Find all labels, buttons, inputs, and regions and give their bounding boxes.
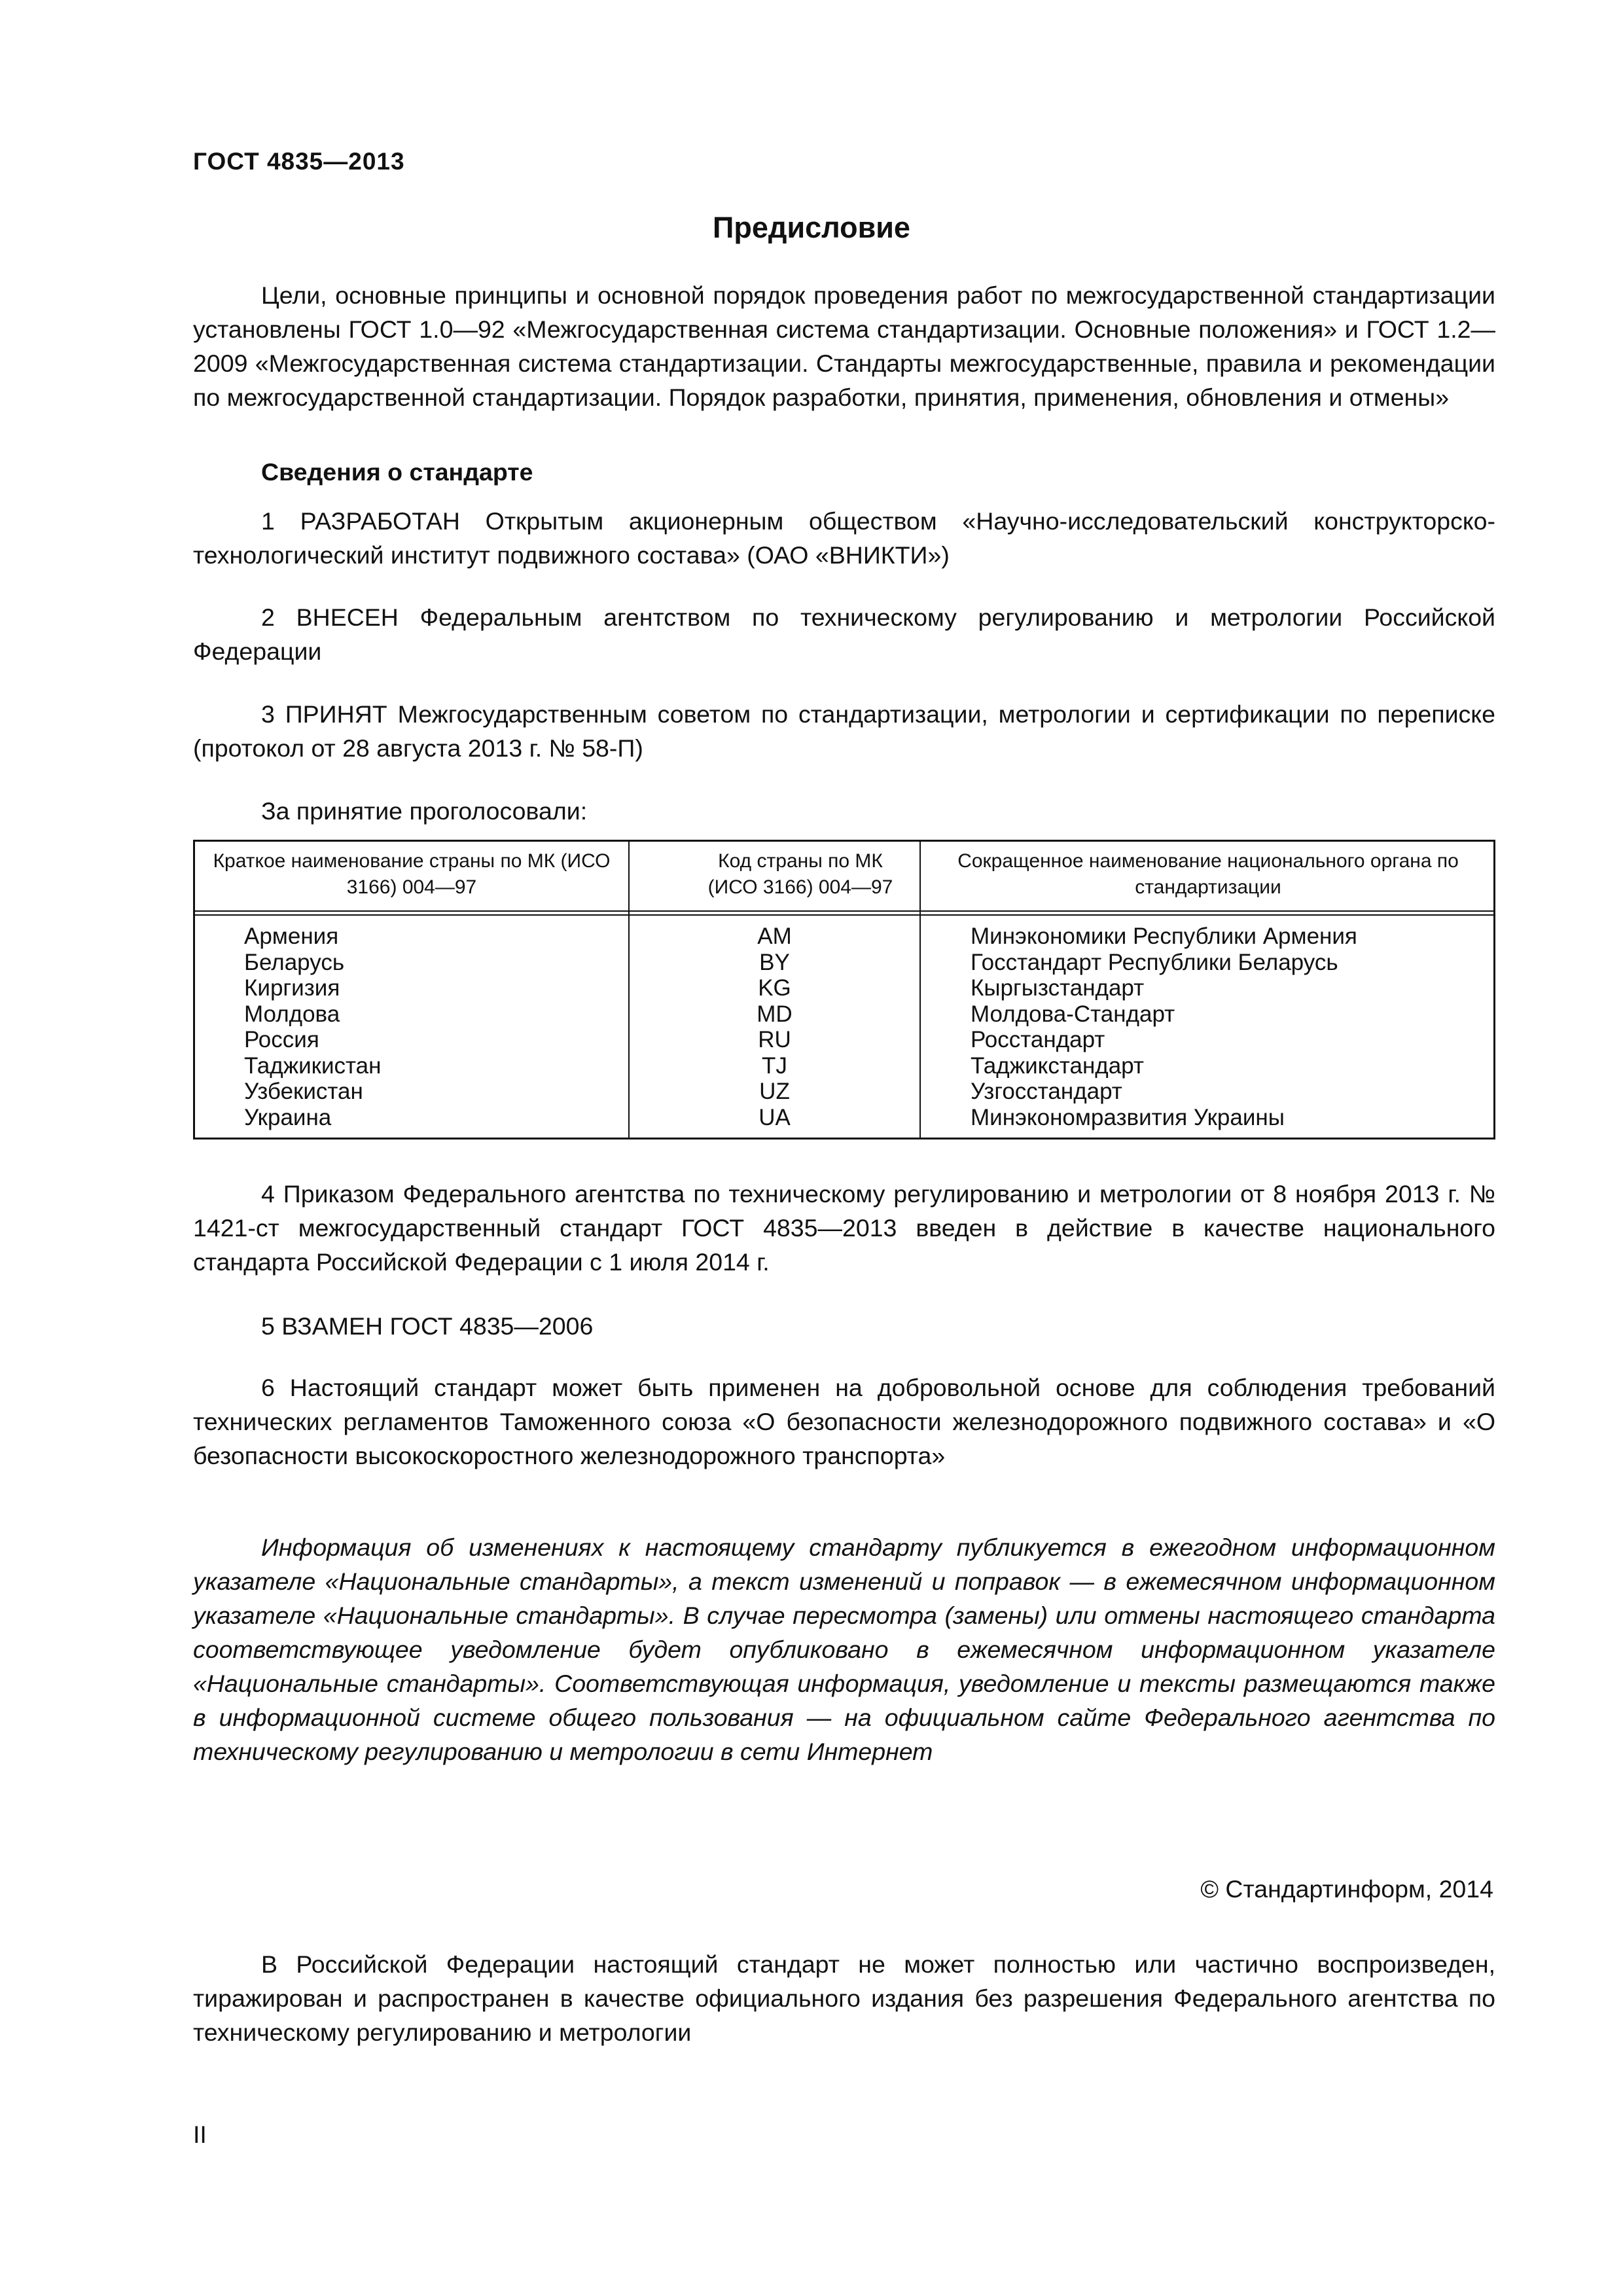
table-cell-country: Киргизия [244,975,340,1001]
table-cell-country: Армения [244,924,339,949]
table-cell-body: Кыргызстандарт [971,975,1145,1001]
table-cell-body: Росстандарт [971,1027,1105,1052]
table-cell-body: Молдова-Стандарт [971,1001,1175,1027]
item-replaces: 5 ВЗАМЕН ГОСТ 4835—2006 [261,1312,594,1340]
table-cell-body: Узгосстандарт [971,1079,1122,1104]
intro-paragraph: Цели, основные принципы и основной порядок проведения работ по межгосударственной стандартизации установлены ГОСТ 1.0—92 «Межгосударственная система стандартизации. Основные положения» и ГОСТ 1.2—2009 «Межгосударственная система стандартизации. Стандарты межгосударственные, правила и рекомендации по межгосударственной стандартизации. Порядок разработки, принятия, применения, обновления и отмены» [193,281,1495,411]
code-column [630,924,919,1130]
amendments-notice: Информация об изменениях к настоящему стандарту публикуется в ежегодном информационном указателе «Национальные стандарты», а текст изменений и поправок — в ежемесячном информационном указателе «Национальные стандарты». В случае пересмотра (замены) или отмены настоящего стандарта соответствующее уведомление будет опубликовано в ежемесячном информационном указателе «Национальные стандарты». Соответствующая информация, уведомление и тексты размещаются также в информационной системе общего пользования — на официальном сайте Федерального агентства по техническому регулированию и метрологии в сети Интернет [193,1534,1495,1765]
vote-label: За принятие проголосовали: [261,797,588,825]
table-cell-code: TJ [762,1052,787,1079]
item-voluntary: 6 Настоящий стандарт может быть применен на добровольной основе для соблюдения требований технических регламентов Таможенного союза «О безопасности железнодорожного подвижного состава» и «О безопасности высокоскоростного железнодорожного транспорта» [193,1374,1495,1469]
table-cell-country: Узбекистан [244,1079,363,1104]
table-cell-code: BY [759,949,790,975]
table-cell-country: Украина [244,1104,332,1130]
table-cell-code: UZ [759,1079,790,1104]
table-cell-body: Минэкономики Республики Армения [971,924,1357,949]
table-cell-code: MD [757,1001,793,1027]
table-cell-code: KG [758,975,791,1001]
table-cell-code: AM [757,924,792,949]
country-column [244,924,611,1130]
table-cell-country: Таджикистан [244,1052,382,1079]
page-number: II [193,2121,207,2148]
table-cell-country: Россия [244,1027,319,1052]
reproduction-notice: В Российской Федерации настоящий стандарт не может полностью или частично воспроизведен, тиражирован и распространен в качестве официального издания без разрешения Федерального агентства по техническому регулированию и метрологии [193,1950,1495,2046]
header-separator [195,910,1493,916]
header-country: Краткое наименование страны по МК (ИСО 3166) 004—97 [213,850,611,898]
body-column [971,924,1481,1130]
voting-table [193,840,1495,1139]
table-cell-body: Минэкономразвития Украины [971,1104,1285,1130]
column-divider [919,842,921,1138]
table-cell-code: RU [758,1027,791,1052]
header-body: Сокращенное наименование национального органа по стандартизации [957,850,1459,898]
table-cell-body: Таджикстандарт [971,1052,1144,1079]
table-cell-body: Госстандарт Республики Беларусь [971,949,1338,975]
item-order: 4 Приказом Федерального агентства по техническому регулированию и метрологии от 8 ноября 2013 г. № 1421-ст межгосударственный стандарт ГОСТ 4835—2013 введен в действие в качестве национального стандарта Российской Федерации с 1 июля 2014 г. [193,1180,1495,1276]
document-code: ГОСТ 4835—2013 [193,148,405,175]
table-cell-code: UA [758,1104,791,1130]
table-cell-country: Молдова [244,1001,340,1027]
page-title: Предисловие [713,211,910,244]
item-developed: 1 РАЗРАБОТАН Открытым акционерным обществом «Научно-исследовательский конструкторско-технологический институт подвижного состава» (ОАО «ВНИКТИ») [193,507,1495,569]
item-submitted: 2 ВНЕСЕН Федеральным агентством по техническому регулированию и метрологии Российской Федерации [193,603,1495,665]
info-heading: Сведения о стандарте [261,458,533,486]
item-adopted: 3 ПРИНЯТ Межгосударственным советом по стандартизации, метрологии и сертификации по переписке (протокол от 28 августа 2013 г. № 58-П) [193,700,1495,762]
header-code: Код страны по МК (ИСО 3166) 004—97 [707,850,893,898]
copyright: © Стандартинформ, 2014 [1200,1875,1493,1903]
table-cell-country: Беларусь [244,949,345,975]
